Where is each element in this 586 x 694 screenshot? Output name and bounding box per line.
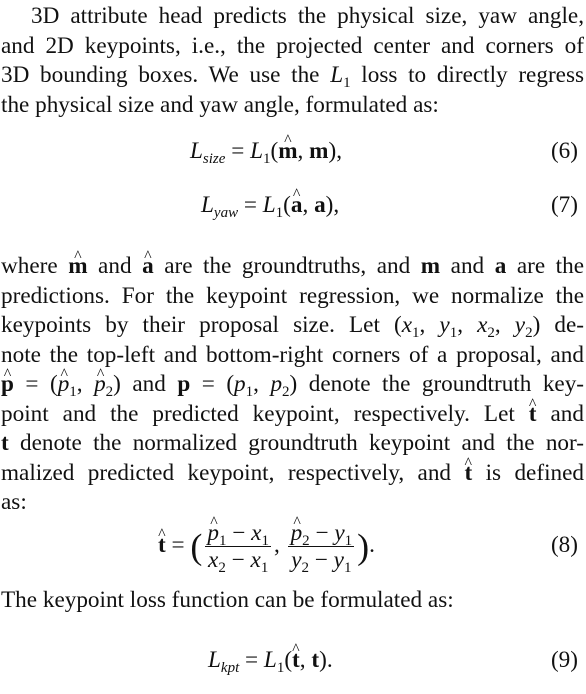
equation-number: (7) — [550, 192, 578, 218]
equation-number: (9) — [550, 647, 578, 673]
text-line: point and the predicted keypoint, respectively. Let ^ t and — [1, 400, 584, 430]
text-line: note the top-left and bottom-right corners of a proposal, and — [1, 341, 584, 368]
text-line: t denote the normalized groundtruth keypoint and the nor- — [1, 430, 584, 456]
text-line: 3D bounding boxes. We use the $L_1$ loss to directly regress — [1, 62, 585, 91]
equation-6-math: $L_{size}$ = $L_1(\^{}$ m, m), — [190, 134, 342, 168]
equation-6 — [0, 134, 586, 168]
paragraph-keypoint-loss — [1, 586, 584, 616]
equation-9 — [0, 643, 586, 677]
text-line: 3D attribute head predicts the physical size, yaw angle, — [31, 3, 584, 29]
text-line: the physical size and yaw angle, formulated as: — [1, 91, 439, 118]
text-line: ^ p = (^ $p_1$, ^ $p_2$) and $p = (p_1$, $p_2$) denote the groundtruth key- — [1, 370, 584, 400]
text-line: and 2D keypoints, i.e., the projected center and corners of — [1, 32, 584, 59]
equation-7 — [0, 188, 586, 222]
equation-7-math: $L_{yaw}$ = $L_1(\^{}$ a, a), — [201, 188, 339, 222]
paragraph-attribute-head — [1, 2, 584, 120]
equation-8 — [0, 514, 586, 576]
equation-8-math: ^ t = ( ^ $\frac{p_1 - x_1}{x_2 - x_1}$ , ^ $\frac{p_2 - y_1}{y_2 - y_1}$ ). — [158, 514, 375, 578]
text-line: as: — [1, 489, 27, 515]
text-line: predictions. For the keypoint regression, we normalize the — [1, 282, 584, 309]
text-line: keypoints by their proposal size. Let ($x_1$, $y_1$, $x_2$, $y_2$) de- — [1, 312, 584, 341]
equation-number: (6) — [550, 138, 578, 164]
text-line: The keypoint loss function can be formulated as: — [1, 587, 454, 613]
equation-number: (8) — [550, 532, 578, 558]
text-line: where ^ m and ^ a are the groundtruths, and m and a are the — [1, 252, 584, 282]
text-line: malized predicted keypoint, respectively, and ^ t is defined — [1, 459, 584, 489]
equation-9-math: $L_{kpt}$ = $L_1(\^{}$ t, t). — [208, 643, 333, 677]
paragraph-keypoint-normalization — [1, 252, 584, 518]
